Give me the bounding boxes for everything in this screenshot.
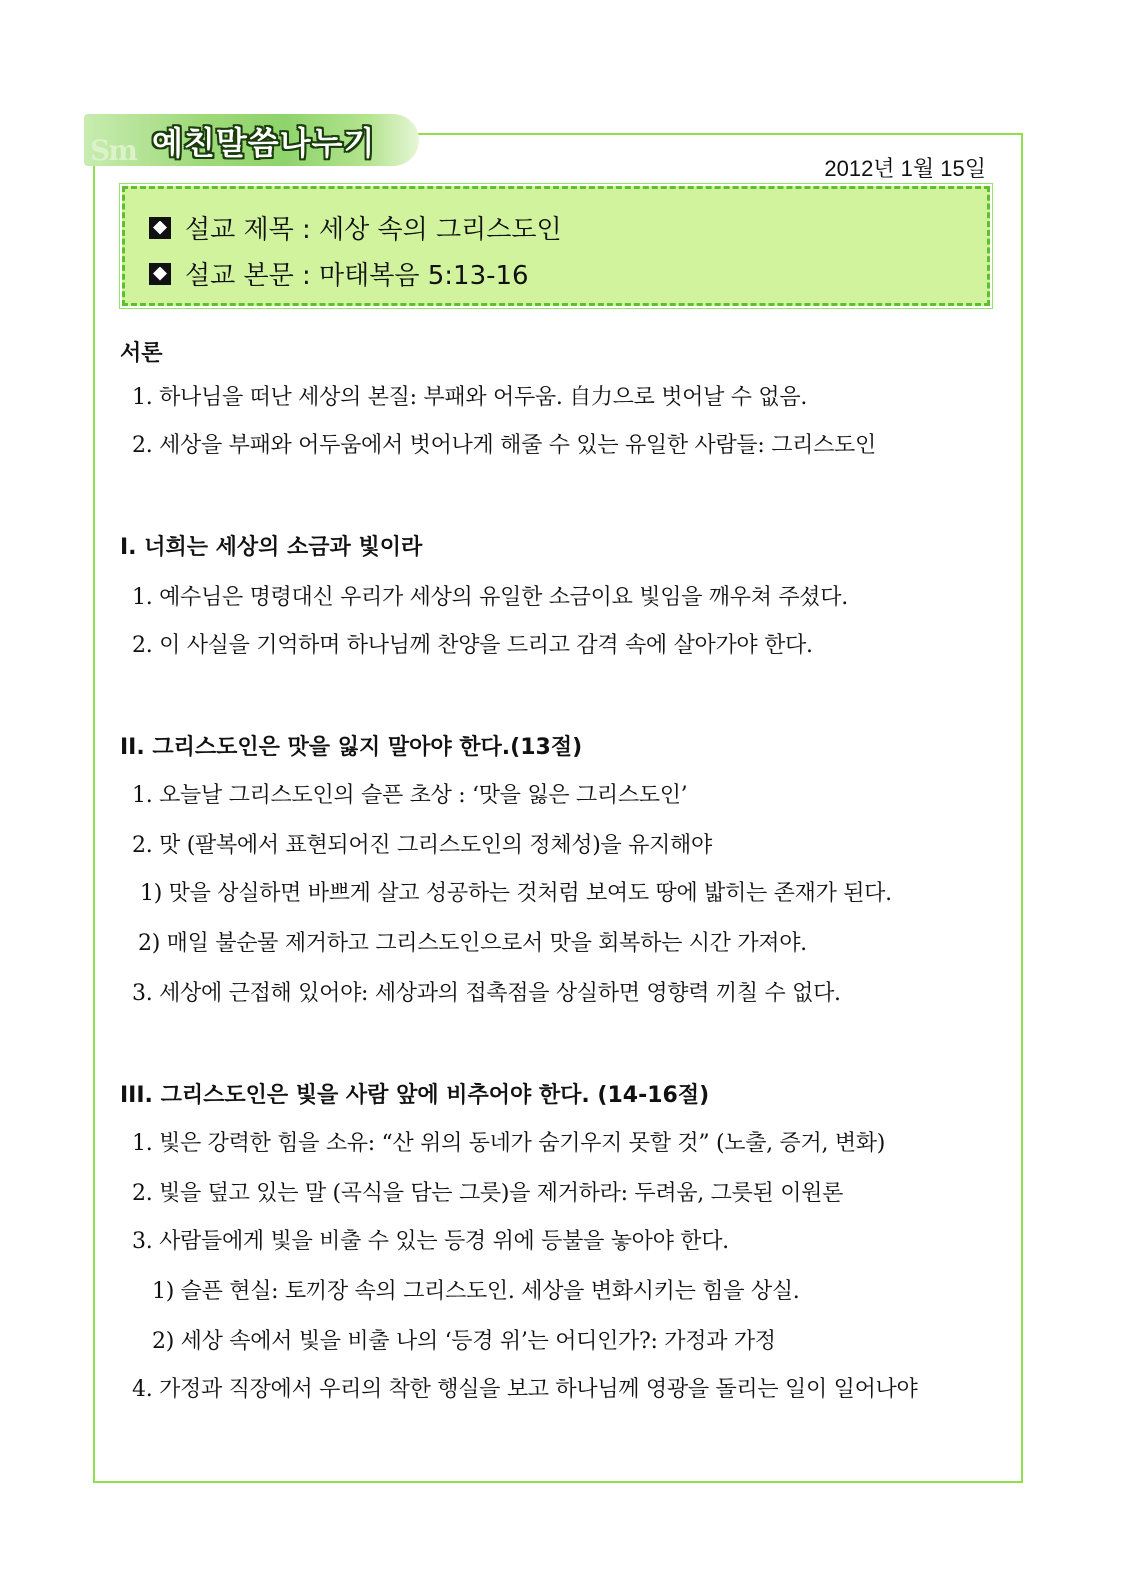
diamond-bullet-icon — [149, 217, 171, 239]
diamond-bullet-icon — [149, 263, 171, 285]
outline-line: 2. 빛을 덮고 있는 말 (곡식을 담는 그릇)을 제거하라: 두려움, 그릇된 이원론 — [132, 1181, 844, 1206]
sermon-passage-text: 설교 본문 : 마태복음 5:13-16 — [185, 261, 529, 291]
outline-subline: 1) 맛을 상실하면 바쁘게 살고 성공하는 것처럼 보여도 땅에 밟히는 존재가 된다. — [140, 881, 892, 906]
outline-line: 1. 오늘날 그리스도인의 슬픈 초상 : ‘맛을 잃은 그리스도인’ — [132, 783, 688, 808]
banner-deco-text: Sm — [90, 134, 136, 167]
outline-line: 1. 하나님을 떠난 세상의 본질: 부패와 어두움. 自力으로 벗어날 수 없음. — [132, 385, 808, 410]
sermon-title-text: 설교 제목 : 세상 속의 그리스도인 — [185, 215, 562, 245]
outline-line: 1. 빛은 강력한 힘을 소유: “산 위의 동네가 숨기우지 못할 것” (노출, 증거, 변화) — [132, 1131, 886, 1156]
outline-line: 2. 세상을 부패와 어두움에서 벗어나게 해줄 수 있는 유일한 사람들: 그리스도인 — [132, 433, 876, 458]
outline-line: 1. 예수님은 명령대신 우리가 세상의 유일한 소금이요 빛임을 깨우쳐 주셨다. — [132, 585, 848, 610]
outline-subline: 2) 매일 불순물 제거하고 그리스도인으로서 맛을 회복하는 시간 가져야. — [138, 931, 807, 956]
outline-line: 2. 이 사실을 기억하며 하나님께 찬양을 드리고 감격 속에 살아가야 한다. — [132, 633, 813, 658]
outline-line: 3. 세상에 근접해 있어야: 세상과의 접촉점을 상실하면 영향력 끼칠 수 없다. — [132, 981, 841, 1006]
header-banner — [84, 110, 419, 170]
section-title-intro: 서론 — [120, 341, 163, 366]
section-title-two: II. 그리스도인은 맛을 잃지 말아야 한다.(13절) — [120, 735, 583, 760]
outline-line: 2. 맛 (팔복에서 표현되어진 그리스도인의 정체성)을 유지해야 — [132, 833, 712, 858]
outline-line: 3. 사람들에게 빛을 비출 수 있는 등경 위에 등불을 놓아야 한다. — [132, 1229, 729, 1254]
page-title: 예친말씀나누기 — [152, 124, 376, 162]
section-title-three: III. 그리스도인은 빛을 사람 앞에 비추어야 한다. (14-16절) — [120, 1083, 710, 1108]
sermon-title-row — [149, 209, 562, 246]
section-title-one: I. 너희는 세상의 소금과 빛이라 — [120, 535, 423, 560]
outline-subline: 1) 슬픈 현실: 토끼장 속의 그리스도인. 세상을 변화시키는 힘을 상실. — [152, 1279, 800, 1304]
sermon-passage-row — [149, 255, 529, 292]
sermon-info-box — [122, 186, 990, 306]
date-label: 2012년 1월 15일 — [824, 156, 986, 181]
outline-line: 4. 가정과 직장에서 우리의 착한 행실을 보고 하나님께 영광을 돌리는 일이 일어나야 — [132, 1377, 918, 1402]
outline-subline: 2) 세상 속에서 빛을 비출 나의 ‘등경 위’는 어디인가?: 가정과 가정 — [152, 1329, 776, 1354]
